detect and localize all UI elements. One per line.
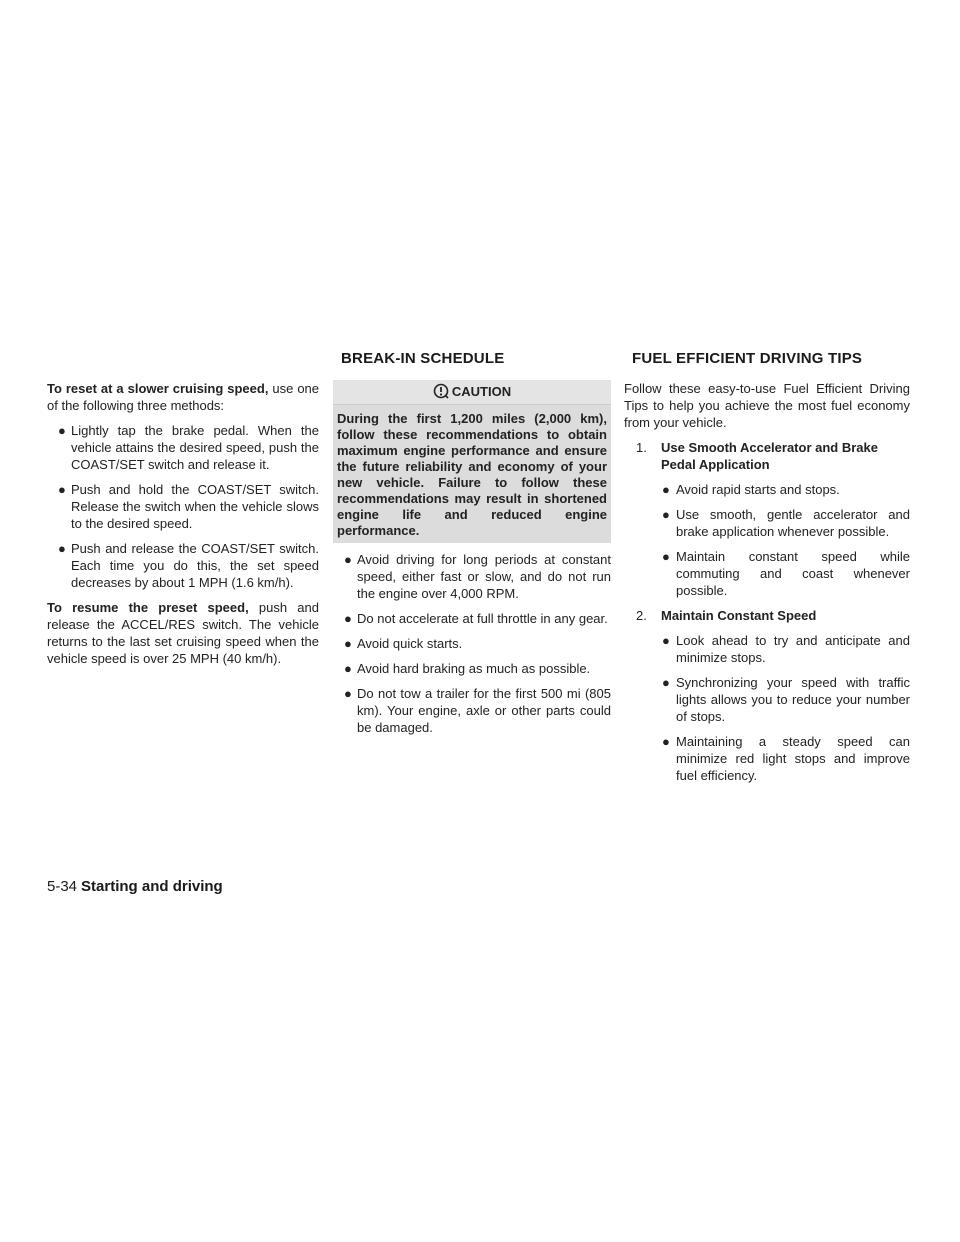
- list-item: [333, 551, 611, 602]
- fuel-intro: Follow these easy-to-use Fuel Efficient Driving Tips to help you achieve the most fuel economy from your vehicle.: [624, 381, 910, 430]
- step-number: 2.: [636, 608, 647, 623]
- column-fuel-tips: [624, 380, 910, 792]
- list-item-text: Do not tow a trailer for the first 500 mi (805 km). Your engine, axle or other parts could be damaged.: [357, 686, 611, 735]
- bullet-icon: ●: [58, 423, 66, 438]
- page-number: 5-34: [47, 878, 78, 895]
- resume-lead: To resume the preset speed,: [47, 600, 249, 615]
- break-in-list: [333, 551, 611, 736]
- bullet-icon: ●: [662, 482, 670, 497]
- list-item-text: Push and hold the COAST/SET switch. Release the switch when the vehicle slows to the desired speed.: [71, 482, 319, 531]
- step-item: [624, 607, 910, 784]
- reset-paragraph: [47, 380, 319, 414]
- bullet-icon: ●: [662, 734, 670, 749]
- section-name: Starting and driving: [81, 878, 223, 895]
- fuel-efficient-tips-heading: FUEL EFFICIENT DRIVING TIPS: [632, 350, 863, 367]
- step-bullets: [624, 481, 910, 599]
- list-item: [333, 635, 611, 652]
- list-item: [624, 548, 910, 599]
- bullet-icon: ●: [662, 549, 670, 564]
- bullet-icon: ●: [662, 507, 670, 522]
- bullet-icon: ●: [344, 636, 352, 651]
- bullet-icon: ●: [344, 686, 352, 701]
- reset-text: use one of the following three methods:: [47, 381, 320, 413]
- list-item: [333, 660, 611, 677]
- list-item-text: Push and release the COAST/SET switch. Each time you do this, the set speed decreases by about 1 MPH (1.6 km/h).: [71, 541, 319, 590]
- bullet-icon: ●: [662, 675, 670, 690]
- caution-title: CAUTION: [451, 384, 512, 399]
- fuel-tips-steps: [624, 439, 910, 784]
- list-item: [624, 506, 910, 540]
- list-item: [333, 685, 611, 736]
- caution-header: [333, 380, 611, 405]
- list-item-text: Avoid quick starts.: [357, 636, 463, 651]
- resume-paragraph: [47, 599, 319, 667]
- page-footer: [47, 878, 223, 895]
- bullet-icon: ●: [344, 611, 352, 626]
- list-item: [47, 481, 319, 532]
- list-item: [333, 610, 611, 627]
- bullet-icon: ●: [662, 633, 670, 648]
- list-item-text: Use smooth, gentle accelerator and brake application whenever possible.: [676, 507, 910, 539]
- list-item: [624, 481, 910, 498]
- list-item-text: Avoid driving for long periods at constant speed, either fast or slow, and do not run the engine over 4,000 RPM.: [357, 552, 611, 601]
- caution-box: [333, 380, 611, 543]
- bullet-icon: ●: [58, 541, 66, 556]
- list-item: [624, 632, 910, 666]
- reset-methods-list: [47, 422, 319, 591]
- bullet-icon: ●: [344, 552, 352, 567]
- list-item-text: Maintain constant speed while commuting and coast whenever possible.: [676, 549, 910, 598]
- list-item: [47, 422, 319, 473]
- list-item-text: Synchronizing your speed with traffic lights allows you to reduce your number of stops.: [676, 675, 910, 724]
- step-title: Maintain Constant Speed: [661, 608, 817, 623]
- bullet-icon: ●: [58, 482, 66, 497]
- break-in-schedule-heading: BREAK-IN SCHEDULE: [341, 350, 505, 367]
- list-item: [624, 674, 910, 725]
- step-heading: [624, 439, 910, 473]
- step-bullets: [624, 632, 910, 784]
- step-item: [624, 439, 910, 599]
- warning-icon: [433, 383, 449, 399]
- caution-text: During the first 1,200 miles (2,000 km), follow these recommendations to obtain maximum engine performance and ensure the future reliability and economy of your new vehicle. Failure to follow these recommendations may result in shortened engine life and reduced engine performance.: [333, 405, 611, 543]
- list-item-text: Look ahead to try and anticipate and minimize stops.: [676, 633, 910, 665]
- step-title: Use Smooth Accelerator and Brake Pedal Application: [661, 440, 878, 472]
- list-item: [47, 540, 319, 591]
- list-item-text: Avoid rapid starts and stops.: [676, 482, 840, 497]
- column-break-in: [333, 380, 611, 744]
- resume-text: push and release the ACCEL/RES switch. The vehicle returns to the last set cruising speed when the vehicle speed is over 25 MPH (40 km/h).: [47, 600, 319, 666]
- bullet-icon: ●: [344, 661, 352, 676]
- reset-lead: To reset at a slower cruising speed,: [47, 381, 269, 396]
- step-heading: [624, 607, 910, 624]
- list-item: [624, 733, 910, 784]
- list-item-text: Maintaining a steady speed can minimize red light stops and improve fuel efficiency.: [676, 734, 910, 783]
- list-item-text: Lightly tap the brake pedal. When the vehicle attains the desired speed, push the COAST/SET switch and release it.: [71, 423, 319, 472]
- list-item-text: Do not accelerate at full throttle in any gear.: [357, 611, 608, 626]
- list-item-text: Avoid hard braking as much as possible.: [357, 661, 591, 676]
- step-number: 1.: [636, 440, 647, 455]
- column-cruise-control: [47, 380, 319, 675]
